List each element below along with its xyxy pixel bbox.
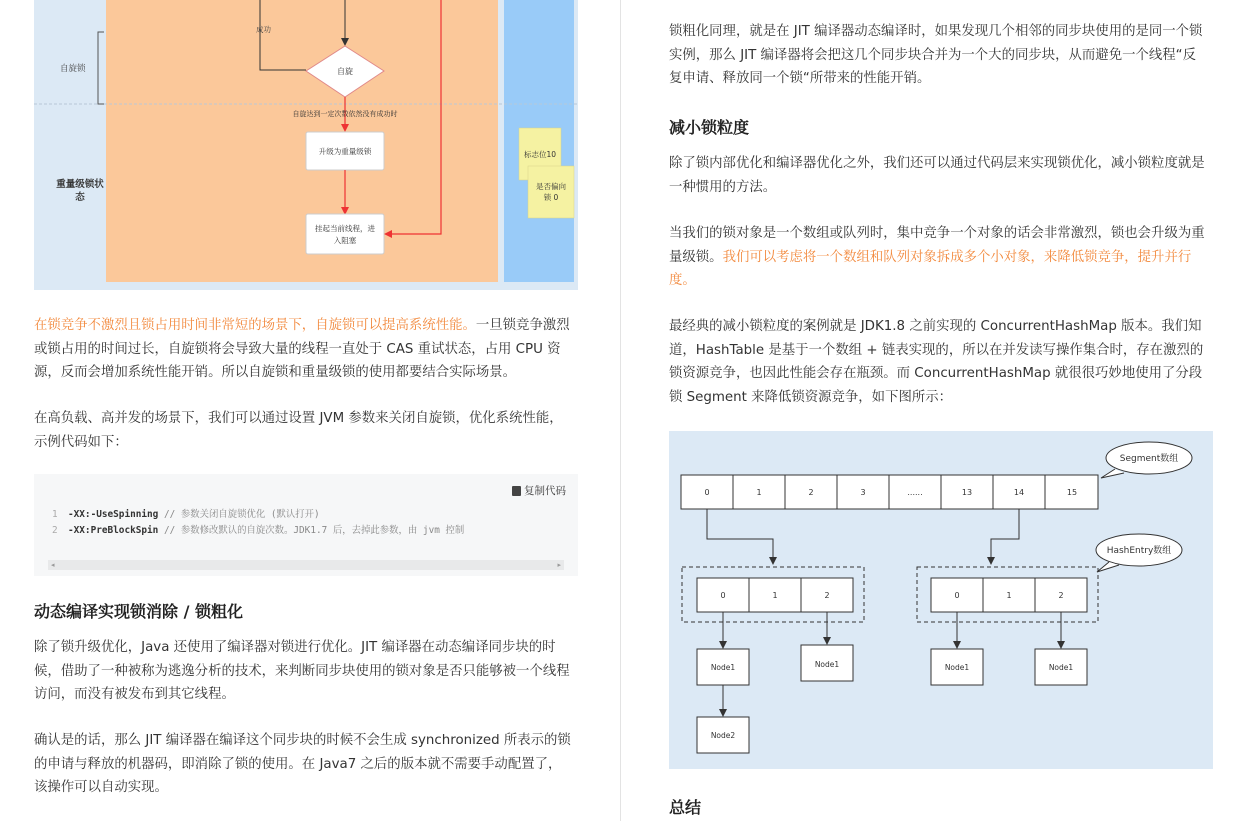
segment-callout-label: Segment数组 — [1119, 454, 1179, 464]
paragraph-split-objects: 当我们的锁对象是一个数组或队列时，集中竞争一个对象的话会非常激烈，锁也会升级为重 量级锁。我们可以考虑将一个数组和队列对象拆成多个小对象，来降低锁竞争，提升并行 度。 — [669, 226, 1205, 288]
segment-array — [681, 475, 1098, 509]
node-label: Node1 — [814, 660, 840, 669]
code-block — [34, 474, 578, 576]
sticky-note-flag-label: 标志位10 — [523, 150, 557, 159]
scroll-left-icon[interactable]: ◂ — [51, 561, 55, 569]
scroll-right-icon[interactable]: ▸ — [557, 561, 561, 569]
paragraph-lock-coarsening: 锁粗化同理，就是在 JIT 编译器动态编译时，如果发现几个相邻的同步块使用的是同一个锁 实例，那么 JIT 编译器将会把这几个同步块合并为一个大的同步块，从而避免一个线程“反 复申请、释放同一个锁“所带来的性能开销。 — [669, 24, 1203, 86]
segment-cell-label: 14 — [1013, 488, 1025, 497]
flowchart-orange-area — [106, 0, 498, 282]
hashentry-cell-label: 1 — [772, 591, 778, 600]
sticky-note-bias-line2: 锁 0 — [543, 193, 559, 202]
node-label: Node1 — [710, 663, 736, 672]
success-label: 成功 — [256, 25, 271, 34]
code-horizontal-scrollbar[interactable] — [48, 560, 564, 570]
heavy-lock-label-line1: 重量级锁状 — [56, 179, 104, 190]
heavy-lock-label-line2: 态 — [75, 192, 85, 203]
left-page — [0, 0, 620, 821]
suspend-box — [306, 214, 384, 254]
hashentry-cell-label: 2 — [1058, 591, 1064, 600]
copy-icon — [512, 486, 521, 496]
highlight-text: 在锁竞争不激烈且锁占用时间非常短的场景下，自旋锁可以提高系统性能。 — [34, 318, 476, 333]
sticky-note-bias-line1: 是否偏向 — [536, 182, 566, 191]
hashentry-cell-label: 2 — [824, 591, 830, 600]
node-label: Node1 — [944, 663, 970, 672]
paragraph-jvm-params: 在高负载、高并发的场景下，我们可以通过设置 JVM 参数来关闭自旋锁，优化系统性能， 示例代码如下： — [34, 411, 563, 450]
suspend-label-line2: 入阻塞 — [333, 236, 357, 245]
paragraph-lock-elimination: 确认是的话，那么 JIT 编译器在编译这个同步块的时候不会生成 synchronized 所表示的锁 的申请与释放的机器码，即消除了锁的使用。在 Java7 之后的版本就不需要手动配置了， 该操作可以自动实现。 — [34, 733, 571, 795]
upgrade-label: 升级为重量级锁 — [318, 147, 372, 156]
heading-reduce-granularity: 减小锁粒度 — [669, 118, 750, 137]
segment-cell-label: ...... — [907, 488, 923, 497]
hashentry-cell-label: 0 — [954, 591, 960, 600]
heading-summary: 总结 — [669, 798, 702, 817]
segment-cell-label: 0 — [704, 488, 710, 497]
segment-cell-label: 15 — [1066, 488, 1078, 497]
node-label: Node1 — [1048, 663, 1074, 672]
paragraph-escape-analysis: 除了锁升级优化，Java 还使用了编译器对锁进行优化。JIT 编译器在动态编译同步块的时 候，借助了一种被称为逃逸分析的技术，来判断同步块使用的锁对象是否只能够被一个线程 访问，而没有被发布到其它线程。 — [34, 640, 570, 702]
code-line-2: 2 -XX:PreBlockSpin // 参数修改默认的自旋次数。JDK1.7 后，去掉此参数，由 jvm 控制 — [52, 525, 465, 536]
heading-lock-elimination: 动态编译实现锁消除 / 锁粗化 — [34, 602, 243, 621]
segment-cell-label: 13 — [961, 488, 973, 497]
copy-code-button[interactable]: 复制代码 — [512, 483, 566, 498]
segment-cell-label: 1 — [756, 488, 762, 497]
paragraph-code-level-optimization: 除了锁内部优化和编译器优化之外，我们还可以通过代码层来实现锁优化，减小锁粒度就是 一种惯用的方法。 — [669, 156, 1205, 195]
hashentry-callout-label: HashEntry数组 — [1106, 546, 1172, 556]
spin-fail-label: 自旋达到一定次数依然没有成功时 — [292, 110, 398, 118]
lock-upgrade-flowchart — [0, 0, 620, 300]
segment-diagram — [669, 431, 1214, 771]
page-divider — [620, 0, 621, 821]
right-page — [622, 0, 1241, 821]
node-label: Node2 — [710, 731, 736, 740]
paragraph-concurrenthashmap: 最经典的减小锁粒度的案例就是 JDK1.8 之前实现的 ConcurrentHashMap 版本。我们知 道，HashTable 是基于一个数组 + 链表实现的，所以在并发读写操作集合时，存在激烈的 锁资源竞争，也因此性能会存在瓶颈。而 ConcurrentHashMap 就很很巧妙地使用了分段 锁 Segment 来降低锁资源竞争，如下图所示： — [669, 319, 1204, 405]
suspend-label-line1: 挂起当前线程，进 — [315, 224, 375, 233]
spin-lock-label: 自旋锁 — [60, 64, 86, 74]
code-line-1: 1 -XX:-UseSpinning // 参数关闭自旋锁优化 (默认打开) — [52, 509, 320, 520]
hashentry-cell-label: 0 — [720, 591, 726, 600]
segment-cell-label: 2 — [808, 488, 814, 497]
paragraph-spin-lock-usage: 在锁竞争不激烈且锁占用时间非常短的场景下，自旋锁可以提高系统性能。一旦锁竞争激烈 或锁占用的时间过长，自旋锁将会导致大量的线程一直处于 CAS 重试状态，占用 CPU 资 源，反而会增加系统性能开销。所以自旋锁和重量级锁的使用都要结合实际场景。 — [34, 318, 570, 380]
spin-decision-label: 自旋 — [337, 67, 353, 76]
hashentry-cell-label: 1 — [1006, 591, 1012, 600]
sticky-note-bias — [528, 166, 574, 218]
segment-cell-label: 3 — [860, 488, 866, 497]
